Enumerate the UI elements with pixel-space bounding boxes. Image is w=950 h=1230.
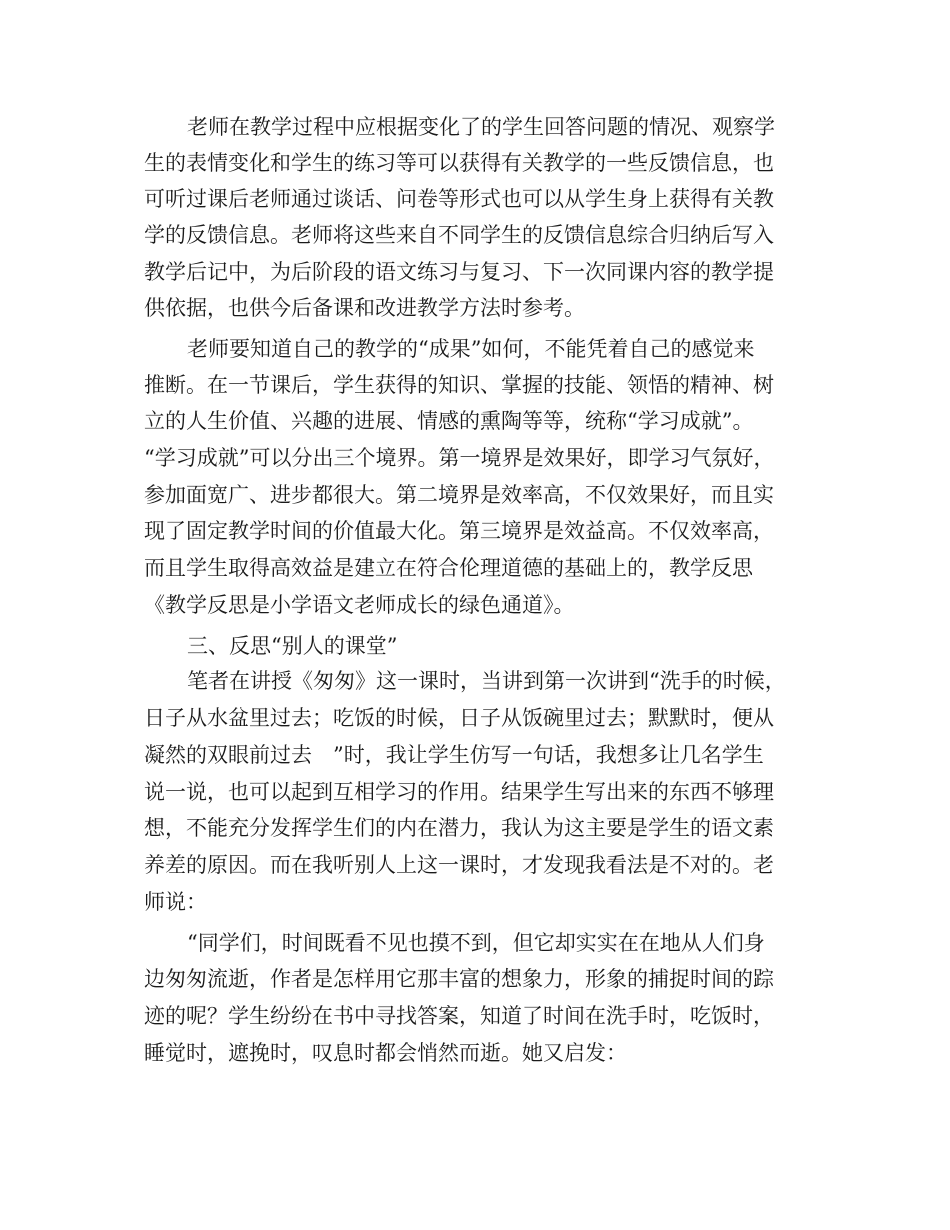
text-line: 现了固定教学时间的价值最大化。第三境界是效益高。不仅效率高， xyxy=(144,519,774,543)
text-line: 迹的呢？学生纷纷在书中寻找答案，知道了时间在洗手时，吃饭时， xyxy=(144,1004,774,1028)
text-line: 生的表情变化和学生的练习等可以获得有关教学的一些反馈信息，也 xyxy=(144,151,774,175)
text-line: 学的反馈信息。老师将这些来自不同学生的反馈信息综合归纳后写入 xyxy=(144,223,774,247)
text-line: 凝然的双眼前过去 ”时，我让学生仿写一句话，我想多让几名学生 xyxy=(144,743,764,767)
text-line: 边匆匆流逝，作者是怎样用它那丰富的想象力，形象的捕捉时间的踪 xyxy=(144,967,774,991)
text-line: 师说： xyxy=(144,890,207,914)
text-line: 想，不能充分发挥学生们的内在潜力，我认为这主要是学生的语文素 xyxy=(144,816,774,840)
text-line: 《教学反思是小学语文老师成长的绿色通道》。 xyxy=(144,593,575,617)
text-line: 供依据，也供今后备课和改进教学方法时参考。 xyxy=(144,296,585,320)
text-line: 可听过课后老师通过谈话、问卷等形式也可以从学生身上获得有关教 xyxy=(144,187,774,211)
text-line: “同学们，时间既看不见也摸不到，但它却实实在在地从人们身 xyxy=(187,931,765,955)
text-line: 参加面宽广、进步都很大。第二境界是效率高，不仅效果好，而且实 xyxy=(144,483,774,507)
text-line: 养差的原因。而在我听别人上这一课时，才发现我看法是不对的。老 xyxy=(144,853,774,877)
text-line: 推断。在一节课后，学生获得的知识、掌握的技能、领悟的精神、树 xyxy=(144,373,774,397)
text-line: 日子从水盆里过去；吃饭的时候，日子从饭碗里过去；默默时，便从 xyxy=(144,706,774,730)
text-line: 而且学生取得高效益是建立在符合伦理道德的基础上的，教学反思 xyxy=(144,556,753,580)
text-line: 说一说，也可以起到互相学习的作用。结果学生写出来的东西不够理 xyxy=(144,780,774,804)
text-line: 老师要知道自己的教学的“成果”如何，不能凭着自己的感觉来 xyxy=(187,337,755,361)
section-heading: 三、反思“别人的课堂” xyxy=(187,634,398,658)
text-line: 睡觉时，遮挽时，叹息时都会悄然而逝。她又启发： xyxy=(144,1041,627,1065)
text-line: 立的人生价值、兴趣的进展、情感的熏陶等等，统称“学习成就”。 xyxy=(144,409,754,433)
text-line: 教学后记中，为后阶段的语文练习与复习、下一次同课内容的教学提 xyxy=(144,260,774,284)
text-line: 老师在教学过程中应根据变化了的学生回答问题的情况、观察学 xyxy=(187,115,775,139)
text-line: “学习成就”可以分出三个境界。第一境界是效果好，即学习气氛好， xyxy=(144,446,775,470)
text-line: 笔者在讲授《匆匆》这一课时，当讲到第一次讲到“洗手的时候， xyxy=(187,669,786,693)
